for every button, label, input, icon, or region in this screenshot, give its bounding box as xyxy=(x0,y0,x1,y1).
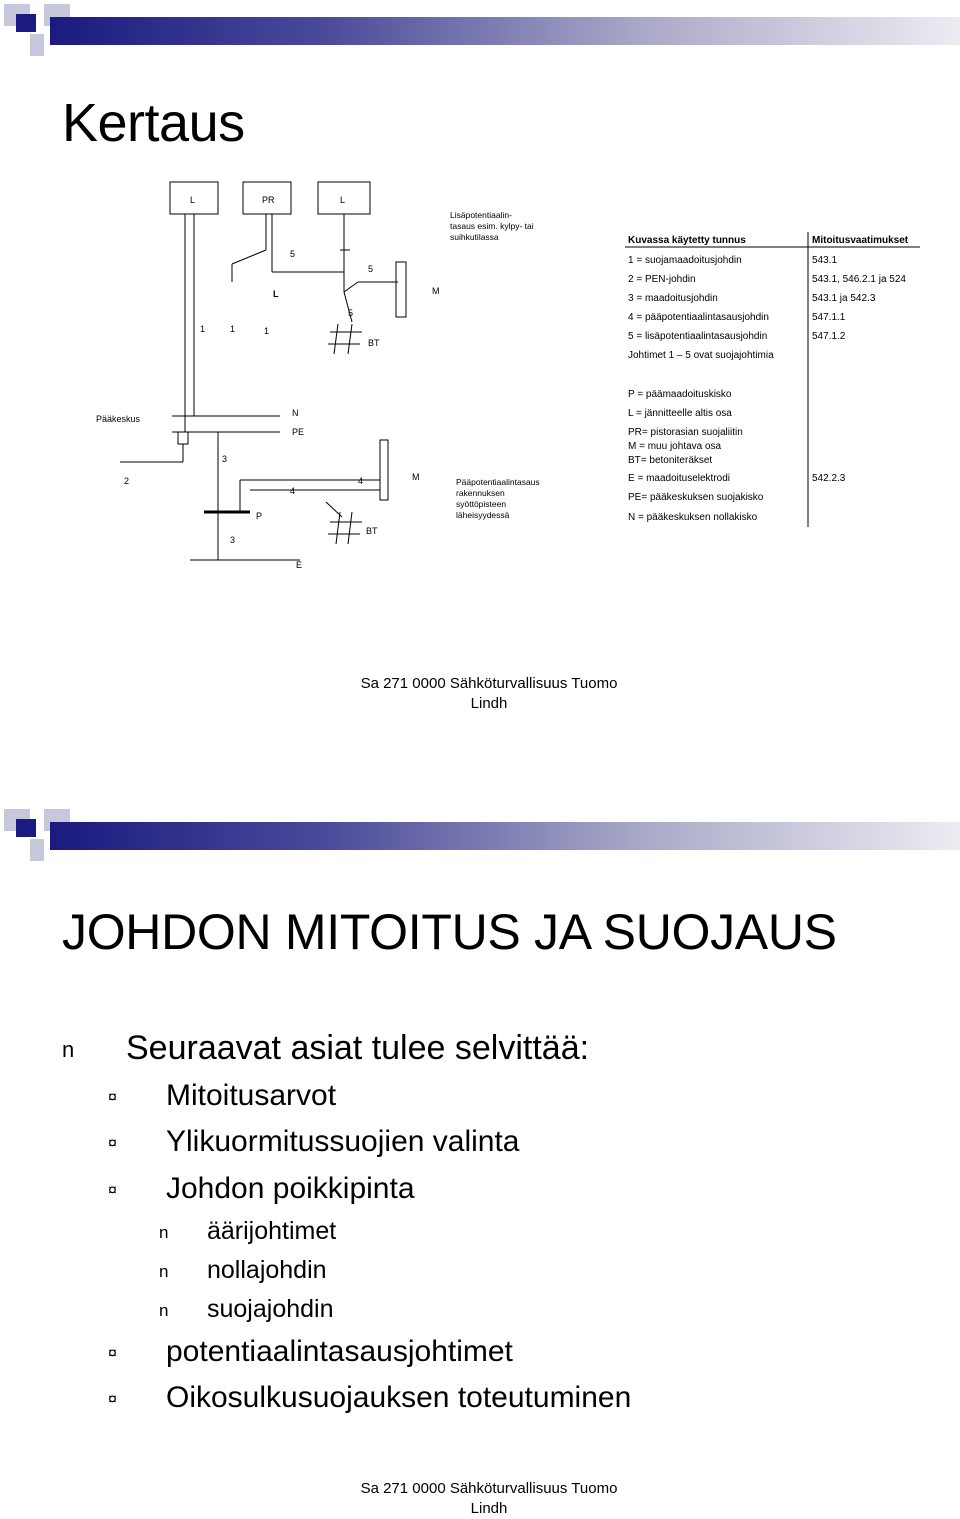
bullet-marker: n xyxy=(159,1262,169,1281)
note-bottom-line: syöttöpisteen xyxy=(456,499,507,509)
legend-cell: 542.2.3 xyxy=(812,473,846,484)
bullet-marker: ¤ xyxy=(108,1089,117,1106)
table-cell: 4 = pääpotentiaalintasausjohdin xyxy=(628,312,769,323)
legend-cell: E = maadoituselektrodi xyxy=(628,473,731,484)
label-bt-top: BT xyxy=(368,338,380,348)
note-top-line: suihkutilassa xyxy=(450,232,499,242)
header-gradient-bar xyxy=(50,822,960,850)
note-top-line: tasaus esim. kylpy- tai xyxy=(450,221,534,231)
label-pe: PE xyxy=(292,427,305,437)
wire-number: 5 xyxy=(290,249,296,259)
list-item xyxy=(108,1172,415,1206)
footer-line: Sa 271 0000 Sähköturvallisuus Tuomo xyxy=(360,1480,618,1497)
wire-number: 1 xyxy=(230,324,236,334)
slide-johdon-mitoitus xyxy=(0,805,960,1515)
slide-header-bar xyxy=(0,805,960,865)
wire-number: 1 xyxy=(264,326,270,336)
table-cell: 543.1, 546.2.1 ja 524 xyxy=(812,274,906,285)
slide-header-bar xyxy=(0,0,960,60)
box-label-l1: L xyxy=(190,195,196,205)
table-cell: 5 = lisäpotentiaalintasausjohdin xyxy=(628,331,768,342)
note-bottom-line: Pääpotentiaalintasaus xyxy=(456,477,540,487)
page-title: JOHDON MITOITUS JA SUOJAUS xyxy=(62,904,837,960)
page-title: Kertaus xyxy=(62,93,245,153)
footer-line: Sa 271 0000 Sähköturvallisuus Tuomo xyxy=(360,675,618,692)
bullet-marker: ¤ xyxy=(108,1182,117,1199)
list-item-text: Johdon poikkipinta xyxy=(166,1172,415,1205)
legend-cell: P = päämaadoituskisko xyxy=(628,389,732,400)
table-cell: Johtimet 1 – 5 ovat suojajohtimia xyxy=(628,350,774,361)
label-p: P xyxy=(256,511,263,521)
list-item xyxy=(159,1256,327,1285)
list-item-text: nollajohdin xyxy=(207,1256,327,1284)
label-m-top: M xyxy=(432,286,440,296)
header-gradient-bar xyxy=(50,17,960,45)
table-header-cell: Mitoitusvaatimukset xyxy=(812,235,909,246)
legend-cell: PE= pääkeskuksen suojakisko xyxy=(628,492,764,503)
decor-square xyxy=(16,819,36,837)
list-item xyxy=(108,1125,520,1159)
decor-square xyxy=(30,839,44,861)
note-bottom-line: läheisyydessä xyxy=(456,510,510,520)
list-item xyxy=(108,1335,513,1369)
box-label-l2: L xyxy=(340,195,346,205)
bullet-marker: n xyxy=(159,1223,169,1242)
wire-number: 5 xyxy=(368,264,374,274)
bullet-marker: n xyxy=(62,1037,75,1062)
label-l-small: L xyxy=(273,289,279,299)
legend-cell: N = pääkeskuksen nollakisko xyxy=(628,512,758,523)
table-cell: 3 = maadoitusjohdin xyxy=(628,293,718,304)
equipotential-bonding-diagram xyxy=(90,172,930,577)
wire-number: 4 xyxy=(290,486,296,496)
slide-footer xyxy=(0,674,960,714)
table-header-cell: Kuvassa käytetty tunnus xyxy=(628,235,746,246)
wire-number: 5 xyxy=(348,308,354,318)
list-item-text: Mitoitusarvot xyxy=(166,1079,337,1112)
list-item-text: Oikosulkusuojauksen toteutuminen xyxy=(166,1381,632,1414)
note-top-line: Lisäpotentiaalin- xyxy=(450,210,512,220)
label-bt-bottom: BT xyxy=(366,526,378,536)
list-item-text: äärijohtimet xyxy=(207,1217,337,1245)
list-item-text: potentiaalintasausjohtimet xyxy=(166,1335,513,1368)
wire-number: 3 xyxy=(222,454,228,464)
table-cell: 543.1 xyxy=(812,255,838,266)
wire-number: 3 xyxy=(230,535,236,545)
table-cell: 547.1.1 xyxy=(812,312,846,323)
list-item-text: Seuraavat asiat tulee selvittää: xyxy=(126,1029,590,1067)
bullet-marker: ¤ xyxy=(108,1391,117,1408)
wire-number: 2 xyxy=(124,476,130,486)
bullet-marker: n xyxy=(159,1301,169,1320)
list-item xyxy=(159,1217,337,1246)
list-item xyxy=(62,1029,590,1068)
list-item xyxy=(108,1381,632,1415)
legend-cell: M = muu johtava osa xyxy=(628,441,722,452)
table-cell: 2 = PEN-johdin xyxy=(628,274,696,285)
list-item-text: suojajohdin xyxy=(207,1295,334,1323)
slide-footer xyxy=(0,1479,960,1519)
legend-cell: L = jännitteelle altis osa xyxy=(628,408,732,419)
wire-number: 4 xyxy=(358,476,364,486)
table-cell: 547.1.2 xyxy=(812,331,846,342)
list-item-text: Ylikuormitussuojien valinta xyxy=(166,1125,520,1158)
label-n: N xyxy=(292,408,299,418)
label-m-bottom: M xyxy=(412,472,420,482)
note-bottom-line: rakennuksen xyxy=(456,488,505,498)
legend-cell: BT= betoniteräkset xyxy=(628,455,713,466)
footer-line: Lindh xyxy=(470,695,508,712)
box-label-pr: PR xyxy=(262,195,275,205)
footer-line: Lindh xyxy=(470,1500,508,1517)
label-e: E xyxy=(296,560,303,570)
table-cell: 1 = suojamaadoitusjohdin xyxy=(628,255,742,266)
label-paakeskus: Pääkeskus xyxy=(96,414,141,424)
bullet-marker: ¤ xyxy=(108,1135,117,1152)
table-cell: 543.1 ja 542.3 xyxy=(812,293,876,304)
list-item xyxy=(159,1295,334,1324)
decor-square xyxy=(16,14,36,32)
list-item xyxy=(108,1079,337,1113)
wire-number: 1 xyxy=(200,324,206,334)
decor-square xyxy=(30,34,44,56)
bullet-marker: ¤ xyxy=(108,1345,117,1362)
legend-cell: PR= pistorasian suojaliitin xyxy=(628,427,743,438)
